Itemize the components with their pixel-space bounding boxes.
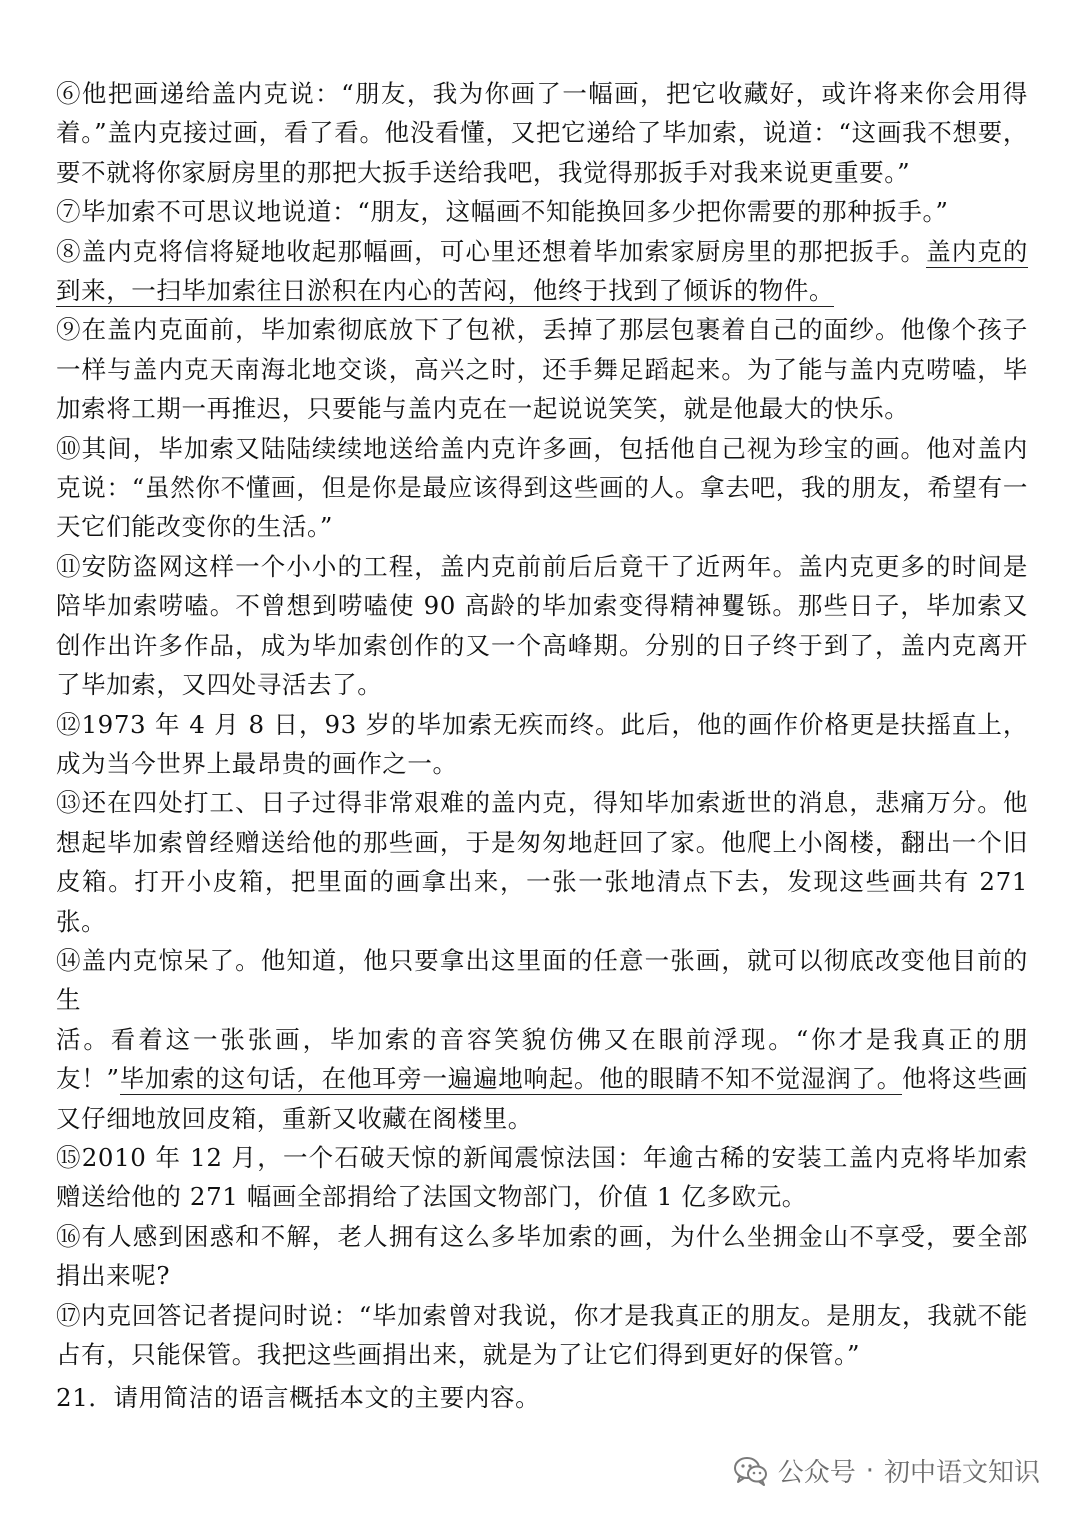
paragraph-17	[56, 1296, 1028, 1375]
paragraph-10-text: ⑩其间，毕加索又陆陆续续地送给盖内克许多画，包括他自己视为珍宝的画。他对盖内克说：“虽然你不懂画，但是你是最应该得到这些画的人。拿去吧，我的朋友，希望有一天它们能改变你的生活。”	[56, 433, 1028, 542]
paragraph-14-text: ⑭盖内克惊呆了。他知道，他只要拿出这里面的任意一张画，就可以彻底改变他目前的生	[56, 945, 1028, 1015]
paragraph-13-text: ⑬还在四处打工、日子过得非常艰难的盖内克，得知毕加索逝世的消息，悲痛万分。他想起毕加索曾经赠送给他的那些画，于是匆匆地赶回了家。他爬上小阁楼，翻出一个旧皮箱。打开小皮箱，把里面的画拿出来，一张一张地清点下去，发现这些画共有 271 张。	[56, 788, 1028, 936]
paragraph-15	[56, 1138, 1028, 1217]
paragraph-14-underlined-sentence: 毕加索的这句话，在他耳旁一遍遍地响起。他的眼睛不知不觉湿润了。	[119, 1064, 902, 1094]
paragraph-12	[56, 705, 1028, 784]
paragraph-8	[56, 232, 1028, 311]
watermark-prefix: 公众号	[777, 1458, 856, 1488]
paragraph-9-text: ⑨在盖内克面前，毕加索彻底放下了包袱，丢掉了那层包裹着自己的面纱。他像个孩子一样与盖内克天南海北地交谈，高兴之时，还手舞足蹈起来。为了能与盖内克唠嗑，毕加索将工期一再推迟，只要能与盖内克在一起说说笑笑，就是他最大的快乐。	[56, 315, 1028, 424]
watermark-account-name: 初中语文知识	[883, 1458, 1040, 1488]
paragraph-15-text: ⑮2010 年 12 月，一个石破天惊的新闻震惊法国：年逾古稀的安装工盖内克将毕加索赠送给他的 271 幅画全部捐给了法国文物部门，价值 1 亿多欧元。	[56, 1142, 1028, 1212]
paragraph-8-text: ⑧盖内克将信将疑地收起那幅画，可心里还想着毕加索家厨房里的那把扳手。	[56, 236, 927, 266]
paragraph-9	[56, 310, 1028, 428]
paragraph-8-underlined-sentence: 盖内克的到来，一扫毕加索往日淤积在内心的苦闷，他终于找到了倾诉的物件。	[56, 236, 1028, 306]
paragraph-16-text: ⑯有人感到困惑和不解，老人拥有这么多毕加索的画，为什么坐拥金山不享受，要全部捐出来呢?	[56, 1221, 1028, 1291]
paragraph-16	[56, 1217, 1028, 1296]
watermark-separator: ·	[865, 1455, 874, 1486]
paragraph-11-text: ⑪安防盗网这样一个小小的工程，盖内克前前后后竟干了近两年。盖内克更多的时间是陪毕加索唠嗑。不曾想到唠嗑使 90 高龄的毕加索变得精神矍铄。那些日子，毕加索又创作出许多作品，成为毕加索创作的又一个高峰期。分别的日子终于到了，盖内克离开了毕加索，又四处寻活去了。	[56, 551, 1028, 700]
paragraph-14-tail-text: 他将这些画又仔细地放回皮箱，重新又收藏在阁楼里。	[56, 1064, 1028, 1133]
paragraph-12-text: ⑫1973 年 4 月 8 日，93 岁的毕加索无疾而终。此后，他的画作价格更是扶摇直上，成为当今世界上最昂贵的画作之一。	[56, 709, 1028, 778]
paragraph-7-text: ⑦毕加索不可思议地说道：“朋友，这幅画不知能换回多少把你需要的那种扳手。”	[56, 197, 949, 227]
paragraph-11	[56, 547, 1028, 705]
article-page	[56, 74, 1028, 1418]
paragraph-6-text: ⑥他把画递给盖内克说：“朋友，我为你画了一幅画，把它收藏好，或许将来你会用得着。”盖内克接过画，看了看。他没看懂，又把它递给了毕加索，说道：“这画我不想要，要不就将你家厨房里的那把大扳手送给我吧，我觉得那扳手对我来说更重要。”	[56, 79, 1028, 187]
question-21: 21．请用简洁的语言概括本文的主要内容。	[56, 1383, 541, 1413]
wechat-icon	[734, 1456, 768, 1486]
paragraph-7	[56, 192, 1028, 231]
paragraph-13	[56, 783, 1028, 941]
paragraph-14	[56, 941, 1028, 1020]
paragraph-14-continued	[56, 1020, 1028, 1138]
paragraph-14-continued-text: 活。看着这一张张画，毕加索的音容笑貌仿佛又在眼前浮现。“你才是我真正的朋友！”	[56, 1024, 1028, 1094]
paragraph-17-text: ⑰内克回答记者提问时说：“毕加索曾对我说，你才是我真正的朋友。是朋友，我就不能占有，只能保管。我把这些画捐出来，就是为了让它们得到更好的保管。”	[56, 1300, 1028, 1369]
paragraph-10	[56, 429, 1028, 547]
wechat-watermark	[734, 1452, 1040, 1489]
paragraph-6	[56, 74, 1028, 192]
